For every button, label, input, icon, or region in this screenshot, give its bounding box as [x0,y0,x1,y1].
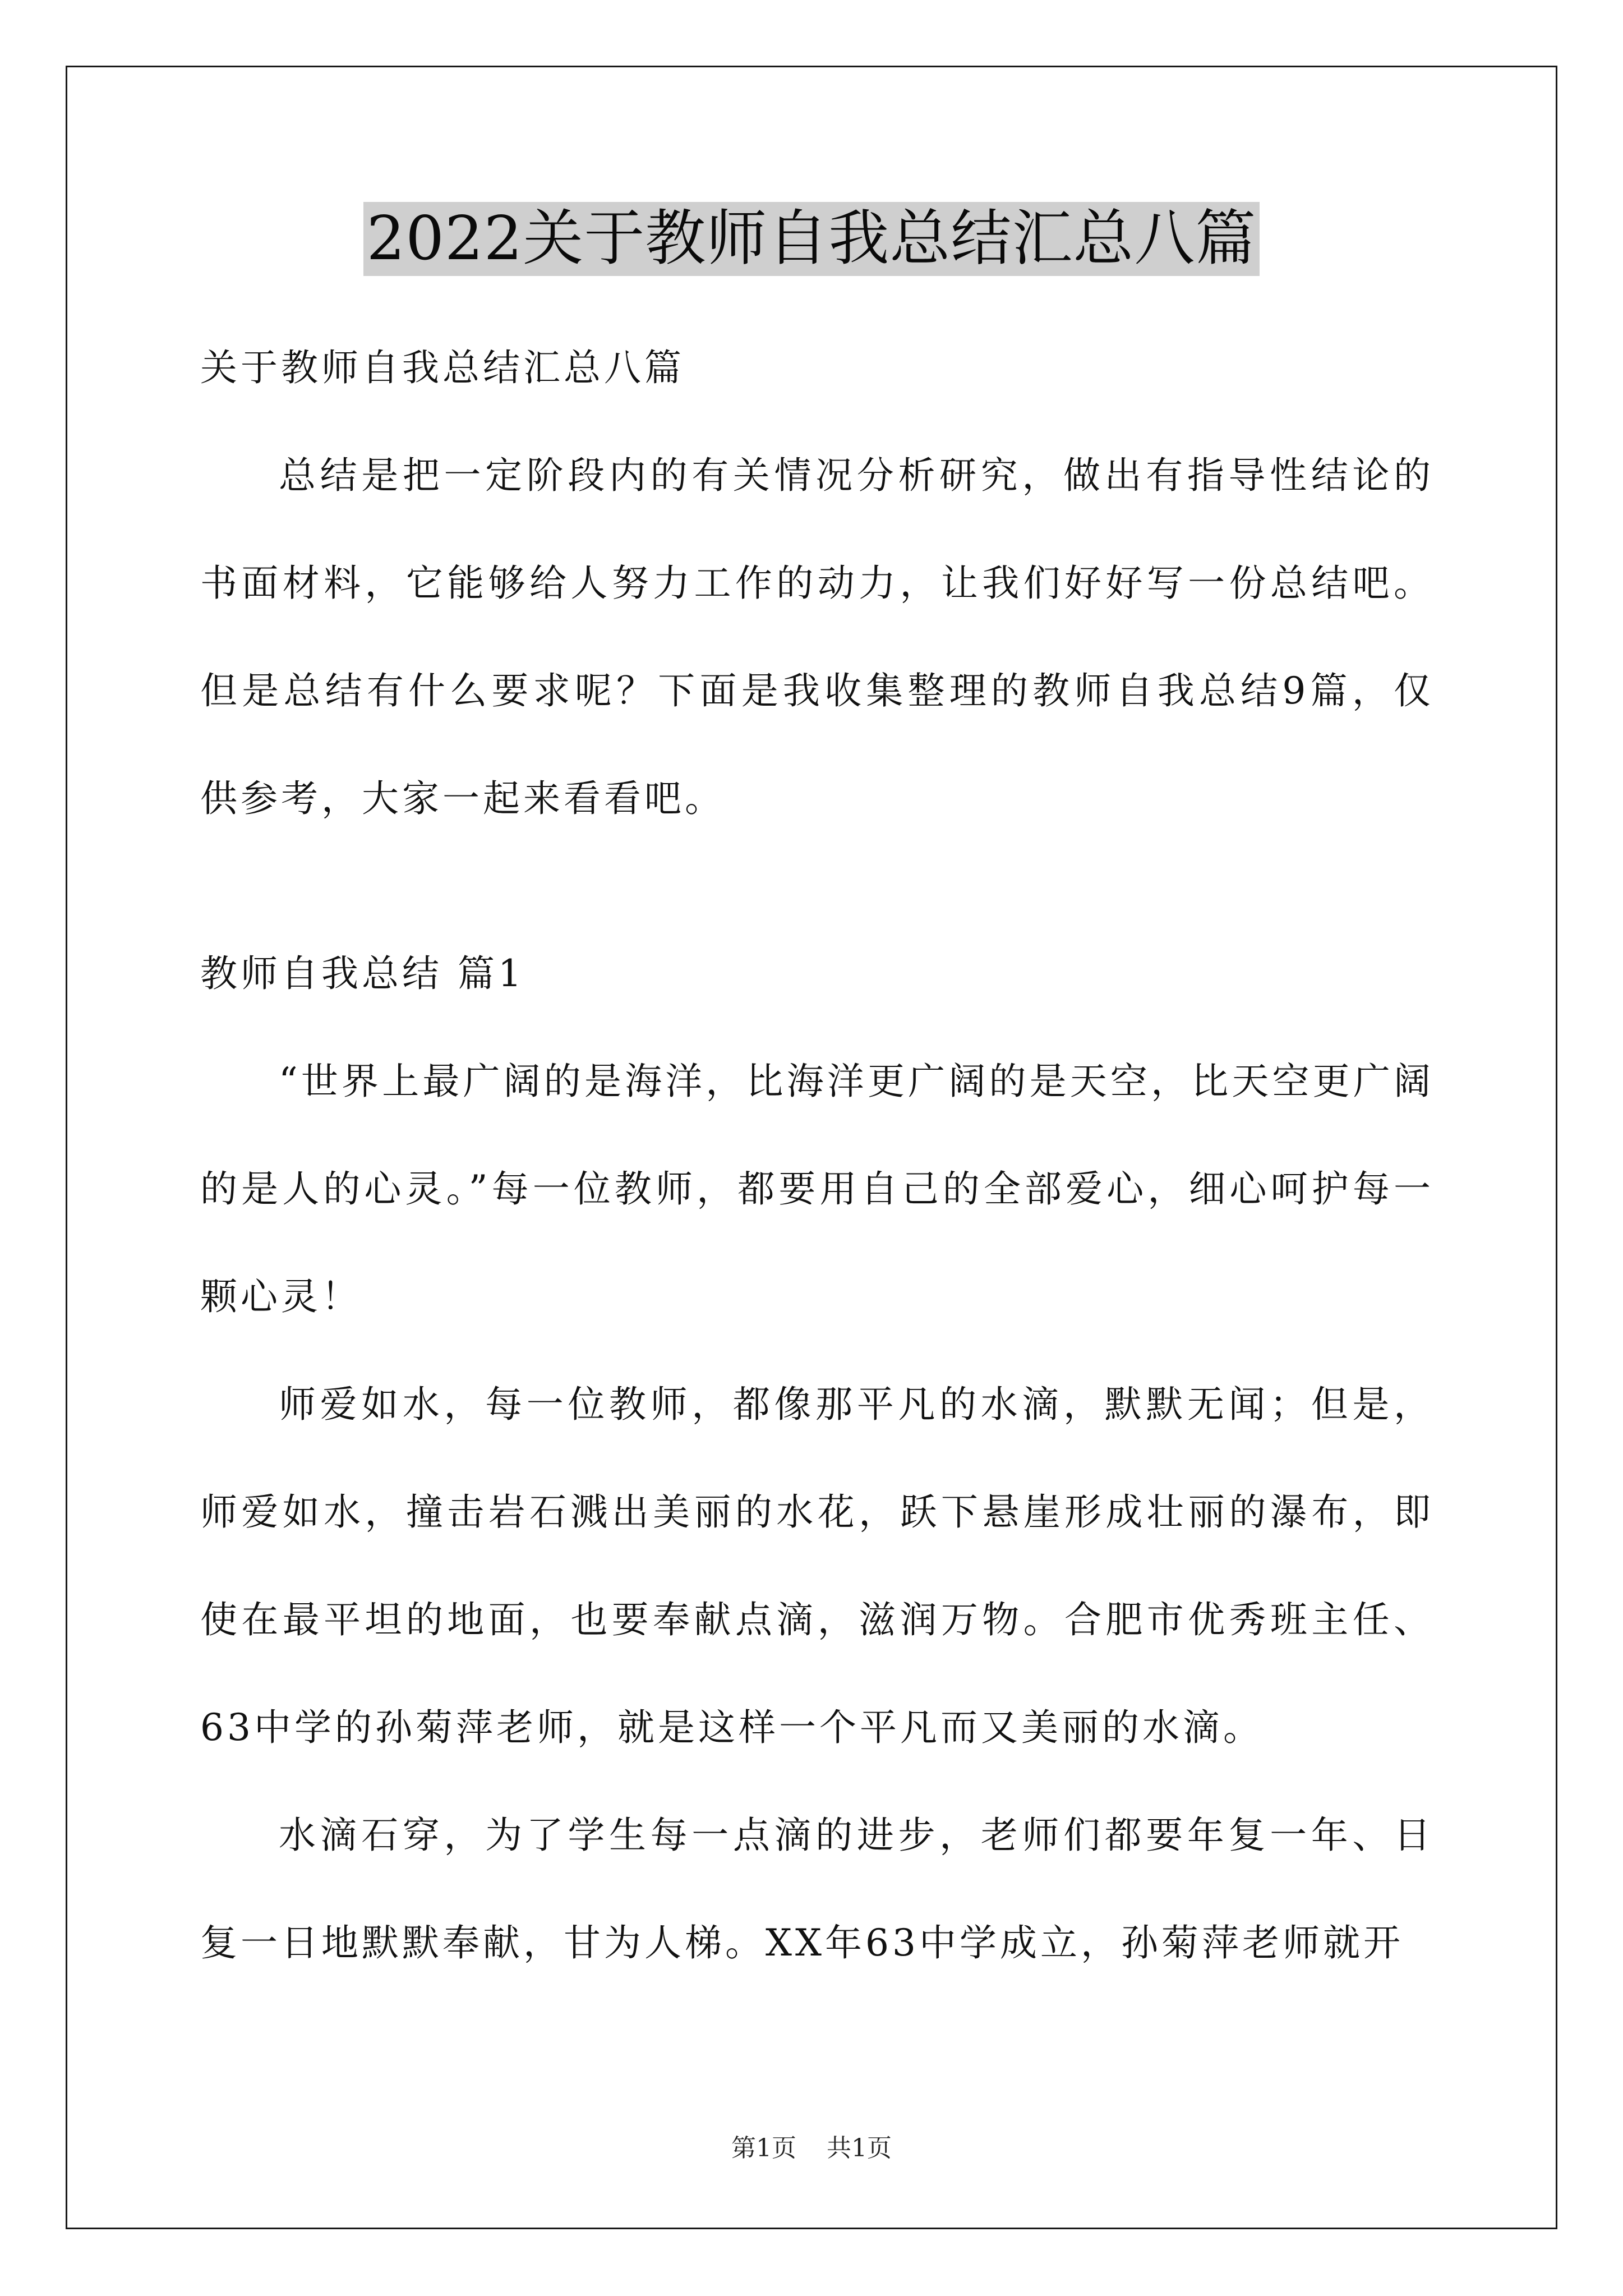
page-footer [0,2132,1623,2165]
page-number: 第1页 [731,2134,796,2162]
body-paragraph: “世界上最广阔的是海洋，比海洋更广阔的是天空，比天空更广阔的是人的心灵。”每一位教师，都要用自己的全部爱心，细心呵护每一颗心灵！ [200,1060,1434,1318]
document-subtitle: 关于教师自我总结汇总八篇 [200,346,685,389]
document-body [200,314,1434,1997]
body-paragraph: 水滴石穿，为了学生每一点滴的进步，老师们都要年复一年、日复一日地默默奉献，甘为人梯。XX年63中学成立，孙菊萍老师就开 [200,1814,1434,1964]
title-container [0,202,1623,276]
intro-paragraph: 总结是把一定阶段内的有关情况分析研究，做出有指导性结论的书面材料，它能够给人努力工作的动力，让我们好好写一份总结吧。但是总结有什么要求呢？下面是我收集整理的教师自我总结9篇，仅供参考，大家一起来看看吧。 [200,454,1434,820]
body-paragraph: 师爱如水，每一位教师，都像那平凡的水滴，默默无闻；但是，师爱如水，撞击岩石溅出美丽的水花，跃下悬崖形成壮丽的瀑布，即使在最平坦的地面，也要奉献点滴，滋润万物。合肥市优秀班主任、63中学的孙菊萍老师，就是这样一个平凡而又美丽的水滴。 [200,1383,1434,1749]
document-title: 2022关于教师自我总结汇总八篇 [363,202,1260,276]
section-spacer [200,853,1434,920]
section-heading: 教师自我总结 篇1 [200,952,525,995]
page-total: 共1页 [827,2134,892,2162]
